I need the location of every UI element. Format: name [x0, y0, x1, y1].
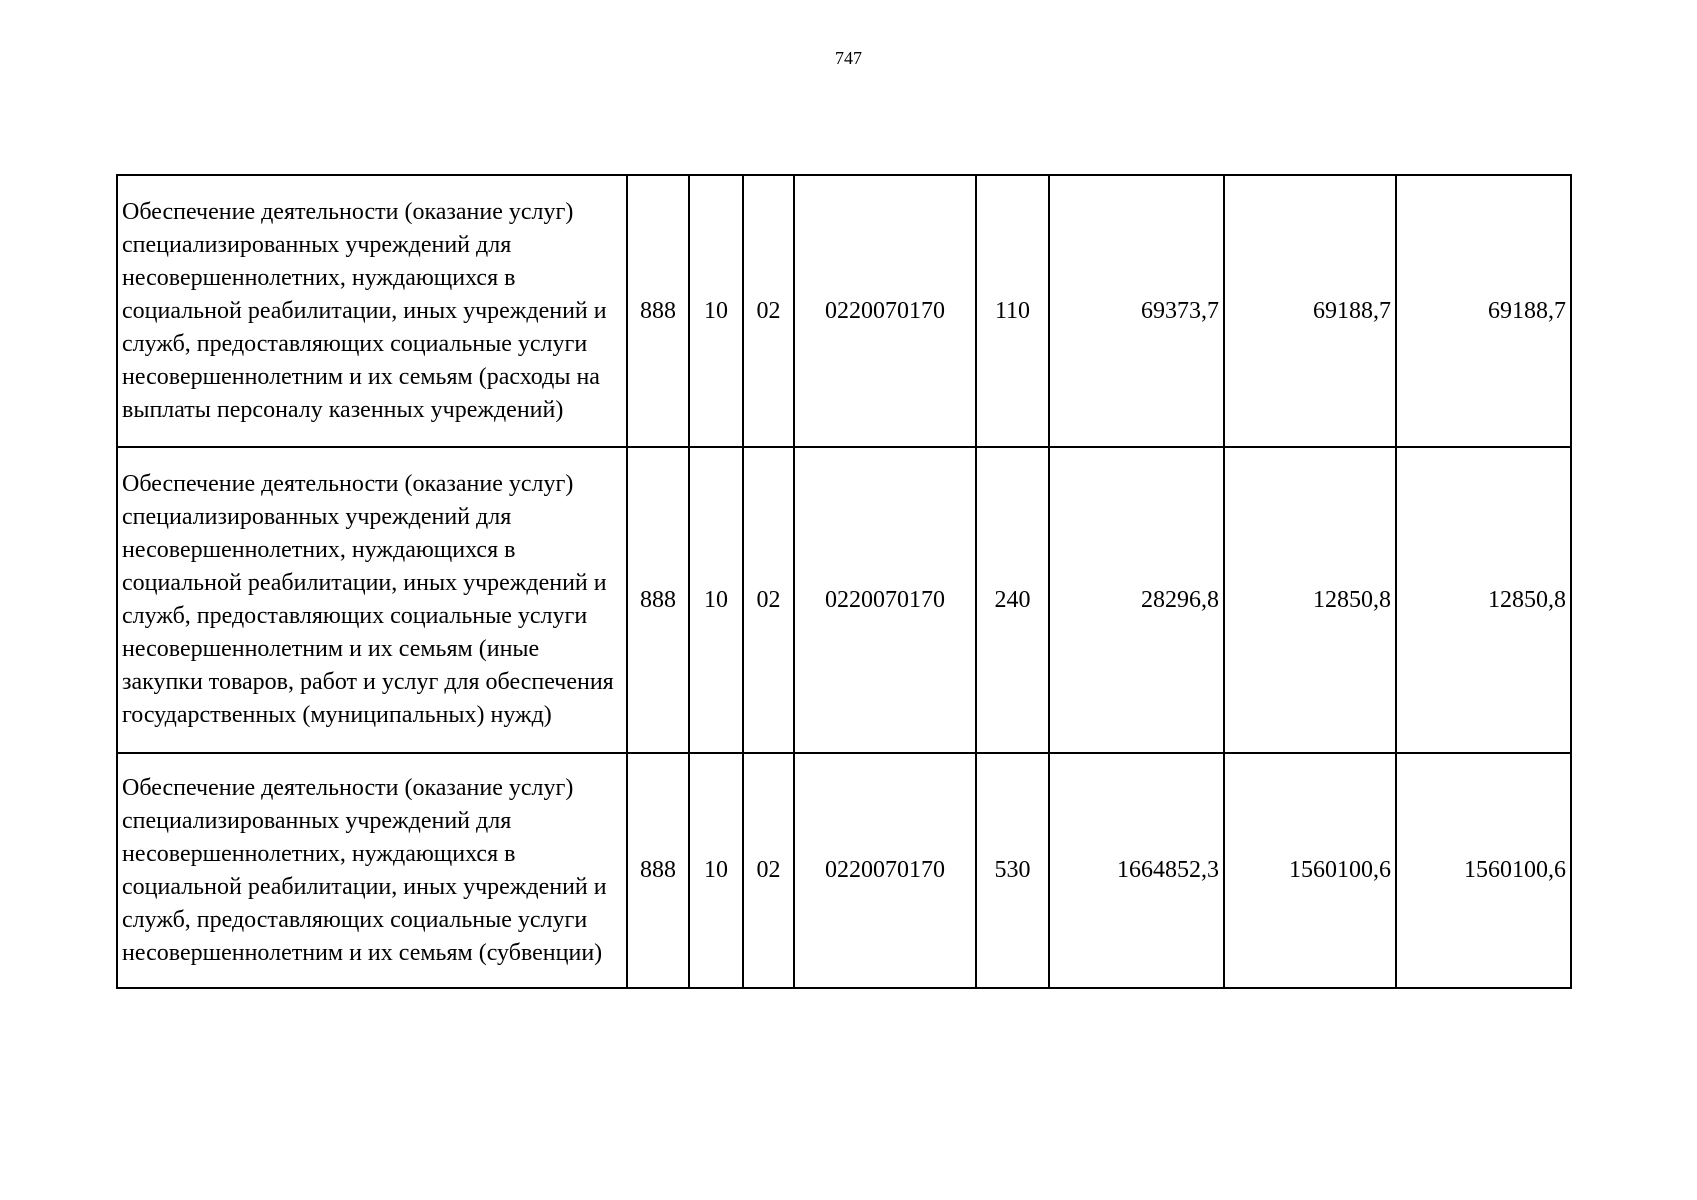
- expense-type-code: 110: [976, 175, 1049, 447]
- amount-1: 69373,7: [1049, 175, 1224, 447]
- amount-3: 69188,7: [1396, 175, 1571, 447]
- target-article-code: 0220070170: [794, 175, 976, 447]
- section-code: 10: [689, 753, 743, 988]
- section-code: 10: [689, 175, 743, 447]
- amount-2: 12850,8: [1224, 447, 1396, 753]
- section-code: 10: [689, 447, 743, 753]
- amount-2: 69188,7: [1224, 175, 1396, 447]
- table-row: [117, 753, 1571, 988]
- amount-2: 1560100,6: [1224, 753, 1396, 988]
- amount-3: 12850,8: [1396, 447, 1571, 753]
- budget-table: [116, 174, 1572, 989]
- target-article-code: 0220070170: [794, 753, 976, 988]
- subsection-code: 02: [743, 753, 794, 988]
- row-description: Обеспечение деятельности (оказание услуг) специализированных учреждений для несовершеннолетних, нуждающихся в социальной реабилитации, иных учреждений и служб, предоставляющих социальные услуги несовершеннолетним и их семьям (субвенции): [117, 753, 627, 988]
- amount-1: 1664852,3: [1049, 753, 1224, 988]
- ministry-code: 888: [627, 753, 689, 988]
- target-article-code: 0220070170: [794, 447, 976, 753]
- row-description: Обеспечение деятельности (оказание услуг) специализированных учреждений для несовершеннолетних, нуждающихся в социальной реабилитации, иных учреждений и служб, предоставляющих социальные услуги несовершеннолетним и их семьям (иные закупки товаров, работ и услуг для обеспечения государственных (муниципальных) нужд): [117, 447, 627, 753]
- row-description: Обеспечение деятельности (оказание услуг) специализированных учреждений для несовершеннолетних, нуждающихся в социальной реабилитации, иных учреждений и служб, предоставляющих социальные услуги несовершеннолетним и их семьям (расходы на выплаты персоналу казенных учреждений): [117, 175, 627, 447]
- expense-type-code: 240: [976, 447, 1049, 753]
- amount-3: 1560100,6: [1396, 753, 1571, 988]
- table-row: [117, 447, 1571, 753]
- ministry-code: 888: [627, 447, 689, 753]
- table-row: [117, 175, 1571, 447]
- page-number: 747: [835, 48, 862, 68]
- ministry-code: 888: [627, 175, 689, 447]
- expense-type-code: 530: [976, 753, 1049, 988]
- subsection-code: 02: [743, 175, 794, 447]
- amount-1: 28296,8: [1049, 447, 1224, 753]
- subsection-code: 02: [743, 447, 794, 753]
